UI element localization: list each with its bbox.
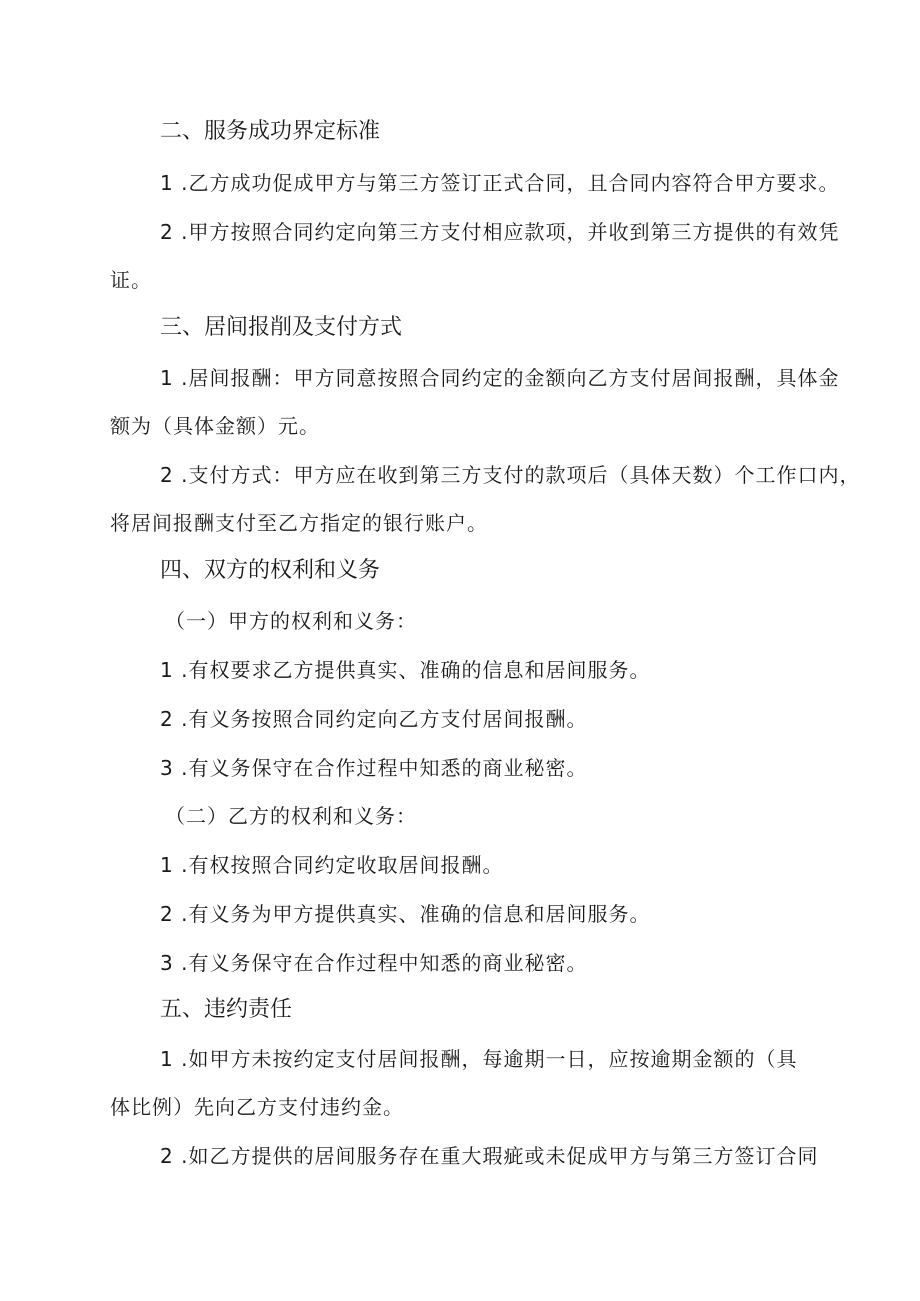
section-2-heading: 二、服务成功界定标准 xyxy=(160,119,381,144)
section-4-sub-1-heading: （一）甲方的权利和义务： xyxy=(165,609,417,633)
section-4-sub-2-item-2: 2 .有义务为甲方提供真实、准确的信息和居间服务。 xyxy=(160,902,651,926)
section-3-item-2-line-1: 2 .支付方式：甲方应在收到第三方支付的款项后（具体天数）个工作口内， xyxy=(160,463,861,487)
section-5-item-2-line-1: 2 .如乙方提供的居间服务存在重大瑕疵或未促成甲方与第三方签订合同 xyxy=(160,1144,819,1168)
section-5-item-1-line-2: 体比例）先向乙方支付违约金。 xyxy=(110,1095,404,1119)
section-4-sub-1-item-2: 2 .有义务按照合同约定向乙方支付居间报酬。 xyxy=(160,707,588,731)
section-3-heading: 三、居间报削及支付方式 xyxy=(160,315,403,340)
section-2-item-1: 1 .乙方成功促成甲方与第三方签订正式合同，且合同内容符合甲方要求。 xyxy=(160,171,840,195)
section-5-heading: 五、违约责任 xyxy=(160,997,293,1022)
section-2-item-2-line-1: 2 .甲方按照合同约定向第三方支付相应款项，并收到第三方提供的有效凭 xyxy=(160,220,840,244)
section-4-sub-1-item-1: 1 .有权要求乙方提供真实、准确的信息和居间服务。 xyxy=(160,658,651,682)
section-2-item-2-line-2: 证。 xyxy=(110,268,152,292)
section-3-item-2-line-2: 将居间报酬支付至乙方指定的银行账户。 xyxy=(110,511,488,535)
section-3-item-1-line-1: 1 .居间报酬：甲方同意按照合同约定的金额向乙方支付居间报酬，具体金 xyxy=(160,366,840,390)
section-4-sub-1-item-3: 3 .有义务保守在合作过程中知悉的商业秘密。 xyxy=(160,756,588,780)
section-4-sub-2-heading: （二）乙方的权利和义务： xyxy=(165,804,417,828)
section-5-item-1-line-1: 1 .如甲方未按约定支付居间报酬，每逾期一日，应按逾期金额的（具 xyxy=(160,1047,798,1071)
section-4-heading: 四、双方的权利和义务 xyxy=(160,558,381,583)
section-3-item-1-line-2: 额为（具体金额）元。 xyxy=(110,414,320,438)
section-4-sub-2-item-1: 1 .有权按照合同约定收取居间报酬。 xyxy=(160,853,504,877)
section-4-sub-2-item-3: 3 .有义务保守在合作过程中知悉的商业秘密。 xyxy=(160,951,588,975)
